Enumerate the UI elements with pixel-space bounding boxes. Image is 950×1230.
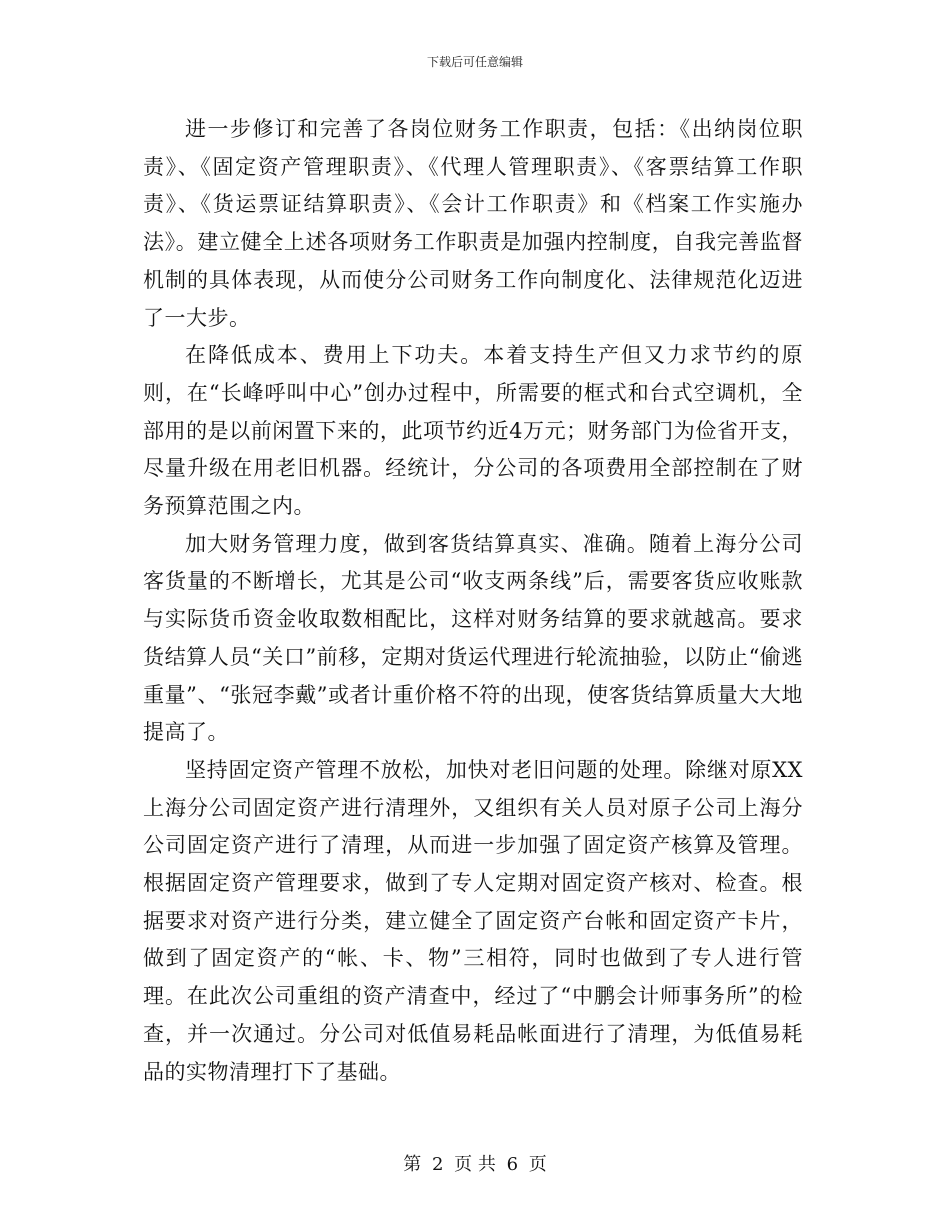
paragraph-settlement: 加大财务管理力度，做到客货结算真实、准确。随着上海分公司客货量的不断增长，尤其是公司“收支两条线”后，需要客货应收账款与实际货币资金收取数相配比，这样对财务结算的要求就越高。要求货结算人员“关口”前移，定期对货运代理进行轮流抽验，以防止“偷逃重量”、“张冠李戴”或者计重价格不符的出现，使客货结算质量大大地提高了。	[143, 531, 803, 745]
paragraph-job-duties: 进一步修订和完善了各岗位财务工作职责，包括：《出纳岗位职责》、《固定资产管理职责》、《代理人管理职责》、《客票结算工作职责》、《货运票证结算职责》、《会计工作职责》和《档案工作实施办法》。建立健全上述各项财务工作职责是加强内控制度，自我完善监督机制的具体表现，从而使分公司财务工作向制度化、法律规范化迈进了一大步。	[143, 117, 803, 330]
footer-suffix: 页	[528, 1154, 547, 1175]
paragraph-cost-reduction: 在降低成本、费用上下功夫。本着支持生产但又力求节约的原则，在“长峰呼叫中心”创办过程中，所需要的框式和台式空调机，全部用的是以前闲置下来的，此项节约近4万元；财务部门为俭省开支，尽量升级在用老旧机器。经统计，分公司的各项费用全部控制在了财务预算范围之内。	[143, 343, 803, 519]
footer-prefix: 第	[403, 1154, 422, 1175]
paragraph-fixed-assets: 坚持固定资产管理不放松，加快对老旧问题的处理。除继对原XX上海分公司固定资产进行清理外，又组织有关人员对原子公司上海分公司固定资产进行了清理，从而进一步加强了固定资产核算及管理。根据固定资产管理要求，做到了专人定期对固定资产核对、检查。根据要求对资产进行分类，建立健全了固定资产台帐和固定资产卡片，做到了固定资产的“帐、卡、物”三相符，同时也做到了专人进行管理。在此次公司重组的资产清查中，经过了“中鹏会计师事务所”的检查，并一次通过。分公司对低值易耗品帐面进行了清理，为低值易耗品的实物清理打下了基础。	[143, 757, 803, 1084]
page-header-note: 下载后可任意编辑	[426, 55, 523, 69]
current-page-number: 2	[431, 1154, 444, 1175]
page-number-footer	[0, 1153, 950, 1177]
total-page-number: 6	[506, 1154, 519, 1175]
document-body	[143, 111, 803, 1091]
footer-middle: 页 共	[454, 1154, 496, 1175]
